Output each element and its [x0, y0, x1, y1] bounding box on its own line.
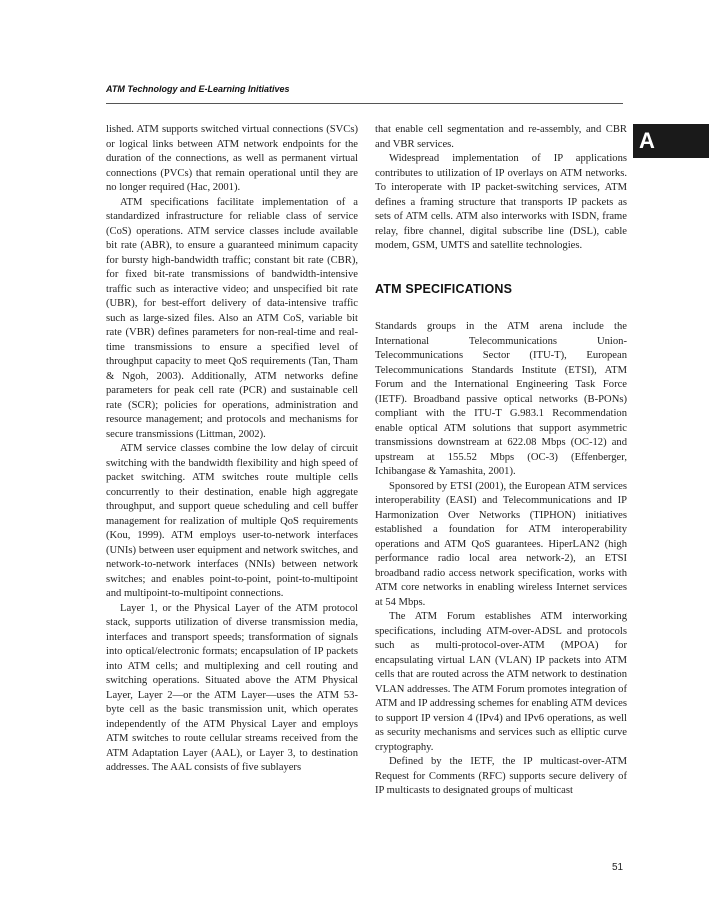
body-paragraph: Defined by the IETF, the IP multicast-over-ATM Request for Comments (RFC) supports secure delivery of IP multicasts to designated groups of multicast: [375, 756, 627, 796]
body-paragraph: ATM service classes combine the low delay of circuit switching with the bandwidth flexibility and high speed of packet switching. ATM switches route multiple cells concurrently to their destination, enable high aggregate throughput, and support queue scheduling and cell buffer management for realization of multiple QoS requirements (Kou, 1999). ATM employs user-to-network interfaces (UNIs) between user equipment and network switches, and network-to-network interfaces (NNIs) between network switches; and enables point-to-point, point-to-multipoint and multipoint-to-multipoint connections.: [106, 443, 358, 599]
section-tab-letter: A: [639, 128, 655, 153]
section-heading: ATM SPECIFICATIONS: [375, 281, 513, 296]
left-column: [106, 123, 358, 776]
body-paragraph: Sponsored by ETSI (2001), the European ATM services interoperability (EASI) and Telecommunications and IP Harmonization Over Networks (TIPHON) initiatives established a foundation for ATM interoperability operations and ATM QoS guarantees. HiperLAN2 (high performance radio local area network-2), an ETSI broadband radio access network specification, works with ATM core networks in enabling wireless Internet services at 54 Mbps.: [375, 480, 627, 608]
body-paragraph: lished. ATM supports switched virtual connections (SVCs) or logical links between ATM network endpoints for the duration of the connections, as well as permanent virtual connections (PVCs) that remain operational until they are no longer required (Hac, 2001).: [106, 124, 358, 193]
body-paragraph: that enable cell segmentation and re-assembly, and CBR and VBR services.: [375, 124, 627, 150]
body-paragraph: ATM specifications facilitate implementation of a standardized infrastructure for reliable class of service (CoS) operations. ATM service classes include available bit rate (ABR), to ensure a guaranteed minimum capacity for bursty high-bandwidth traffic; constant bit rate (CBR), for fixed bit-rate transmissions of bandwidth-intensive traffic such as interactive video; and unspecified bit rate (UBR), for best-effort delivery of data-intensive traffic such as large-sized files. Also an ATM CoS, variable bit rate (VBR) defines parameters for non-real-time and real-time transmissions to ensure a specified level of throughput capacity to meet QoS requirements (Tan, Tham & Ngoh, 2003). Additionally, ATM networks define parameters for peak cell rate (PCR) and sustainable cell rate (SCR); policies for operations, administration and resource management; and protocols and mechanisms for secure transmissions (Littman, 2002).: [106, 196, 358, 440]
page-number: 51: [612, 862, 624, 873]
right-column: [375, 123, 627, 799]
body-paragraph: Standards groups in the ATM arena include the International Telecommunications Union-Telecommunications Sector (ITU-T), European Telecommunications Standards Institute (ETSI), ATM Forum and the International Engineering Task Force (IETF). Broadband passive optical networks (B-PONs) compliant with the ITU-T G.983.1 Recommendation enable optical ATM solutions that support asymmetric transmissions downstream at 622.08 Mbps (OC-12) and upstream at 155.52 Mbps (OC-3) (Effenberger, Ichibangase & Yamashita, 2001).: [375, 321, 627, 477]
body-paragraph: Widespread implementation of IP applications contributes to utilization of IP overlays on ATM networks. To interoperate with IP packet-switching services, ATM defines a framing structure that transports IP packets as sets of ATM cells. ATM also interworks with ISDN, frame relay, fibre channel, digital subscribe line (DSL), cable modem, GSM, UMTS and satellite technologies.: [375, 153, 627, 251]
body-paragraph: Layer 1, or the Physical Layer of the ATM protocol stack, supports utilization of diverse transmission media, interfaces and transport speeds; transformation of signals into optical/electronic formats; encapsulation of IP packets into ATM cells; and multiplexing and cell routing and switching operations. Situated above the ATM Physical Layer, Layer 2—or the ATM Layer—uses the ATM 53-byte cell as the basic transmission unit, which operates independently of the ATM Physical Layer and employs ATM switches to route cellular streams received from the ATM Adaptation Layer (AAL), or Layer 3, to destination addresses. The AAL consists of five sublayers: [106, 602, 358, 773]
body-paragraph: The ATM Forum establishes ATM interworking specifications, including ATM-over-ADSL and protocols such as multi-protocol-over-ATM (MPOA) for encapsulating virtual LAN (VLAN) IP packets into ATM cells that are routed across the ATM network to destination VLAN addresses. The ATM Forum promotes integration of ATM and IP addressing schemes for enabling ATM devices to support IP version 4 (IPv4) and IPv6 operations, as well as security mechanisms and services such as elliptic curve cryptography.: [375, 611, 627, 753]
running-header: ATM Technology and E-Learning Initiatives: [106, 84, 290, 94]
header-rule: [106, 103, 623, 104]
section-tab-marker: [633, 124, 709, 158]
